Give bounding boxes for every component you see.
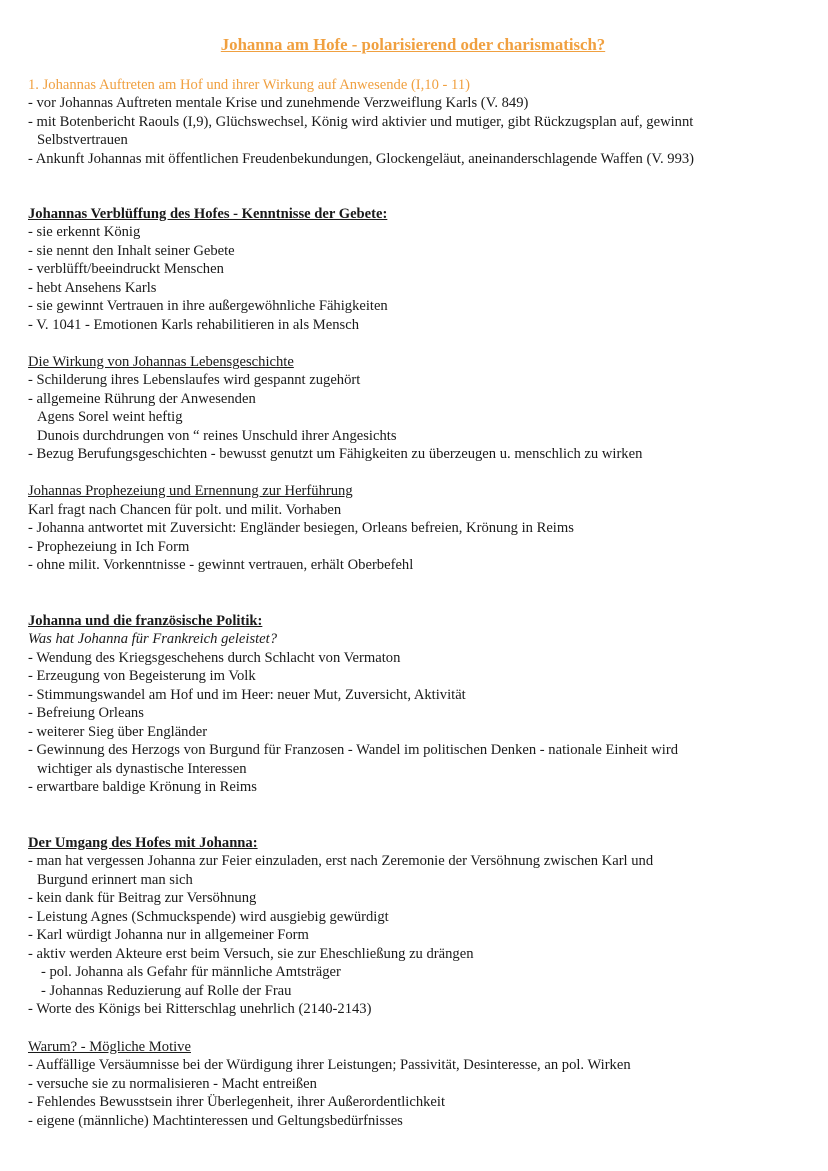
section4-line: Karl fragt nach Chancen für polt. und milit. Vorhaben [28, 502, 342, 518]
section7-line: - versuche sie zu normalisieren - Macht entreißen [28, 1076, 317, 1092]
section4-heading: Johannas Prophezeiung und Ernennung zur Herführung [28, 483, 353, 499]
section3-line: Dunois durchdrungen von “ reines Unschuld ihrer Angesichts [37, 428, 397, 444]
section1-heading: 1. Johannas Auftreten am Hof und ihrer Wirkung auf Anwesende (I,10 - 11) [28, 77, 470, 93]
section6-line: - Leistung Agnes (Schmuckspende) wird ausgiebig gewürdigt [28, 909, 389, 925]
section3-heading: Die Wirkung von Johannas Lebensgeschichte [28, 354, 294, 370]
section6-line: - aktiv werden Akteure erst beim Versuch, sie zur Eheschließung zu drängen [28, 946, 474, 962]
section7-line: - Auffällige Versäumnisse bei der Würdigung ihrer Leistungen; Passivität, Desinteresse, an pol. Wirken [28, 1057, 631, 1073]
section6-line: - Worte des Königs bei Ritterschlag unehrlich (2140-2143) [28, 1001, 372, 1017]
section6-heading: Der Umgang des Hofes mit Johanna: [28, 835, 258, 851]
section6-line: - kein dank für Beitrag zur Versöhnung [28, 890, 257, 906]
section1-line: Selbstvertrauen [37, 132, 128, 148]
section6-line: Burgund erinnert man sich [37, 872, 193, 888]
section5-line: - Stimmungswandel am Hof und im Heer: neuer Mut, Zuversicht, Aktivität [28, 687, 466, 703]
section5-line: - erwartbare baldige Krönung in Reims [28, 779, 257, 795]
section5-line: - Wendung des Kriegsgeschehens durch Schlacht von Vermaton [28, 650, 401, 666]
section2-line: - V. 1041 - Emotionen Karls rehabilitieren in als Mensch [28, 317, 359, 333]
section1-line: - vor Johannas Auftreten mentale Krise und zunehmende Verzweiflung Karls (V. 849) [28, 95, 529, 111]
section7-line: - eigene (männliche) Machtinteressen und Geltungsbedürfnisses [28, 1113, 403, 1129]
section6-line: - Karl würdigt Johanna nur in allgemeiner Form [28, 927, 309, 943]
section6-subline: - pol. Johanna als Gefahr für männliche Amtsträger [41, 964, 341, 980]
section5-line: - Befreiung Orleans [28, 705, 144, 721]
section7-line: - Fehlendes Bewusstsein ihrer Überlegenheit, ihrer Außerordentlichkeit [28, 1094, 446, 1110]
section3-line: - allgemeine Rührung der Anwesenden [28, 391, 256, 407]
section2-line: - sie nennt den Inhalt seiner Gebete [28, 243, 235, 259]
section1-line: - Ankunft Johannas mit öffentlichen Freudenbekundungen, Glockengeläut, aneinanderschlagende Waffen (V. 993) [28, 151, 695, 167]
section7-heading: Warum? - Mögliche Motive [28, 1039, 191, 1055]
section5-line: - Gewinnung des Herzogs von Burgund für Franzosen - Wandel im politischen Denken - nationale Einheit wird [28, 742, 678, 758]
section5-line: - Erzeugung von Begeisterung im Volk [28, 668, 256, 684]
section6-subline: - Johannas Reduzierung auf Rolle der Frau [41, 983, 292, 999]
section2-line: - hebt Ansehens Karls [28, 280, 157, 296]
section2-line: - verblüfft/beeindruckt Menschen [28, 261, 224, 277]
section6-line: - man hat vergessen Johanna zur Feier einzuladen, erst nach Zeremonie der Versöhnung zwischen Karl und [28, 853, 654, 869]
section4-line: - Prophezeiung in Ich Form [28, 539, 190, 555]
section1-line: - mit Botenbericht Raouls (I,9), Glüchswechsel, König wird aktivier und mutiger, gibt Rückzugsplan auf, gewinnt [28, 114, 694, 130]
section3-line: - Bezug Berufungsgeschichten - bewusst genutzt um Fähigkeiten zu überzeugen u. menschlich zu wirken [28, 446, 643, 462]
section3-line: - Schilderung ihres Lebenslaufes wird gespannt zugehört [28, 372, 361, 388]
section2-line: - sie gewinnt Vertrauen in ihre außergewöhnliche Fähigkeiten [28, 298, 388, 314]
section3-line: Agens Sorel weint heftig [37, 409, 183, 425]
section5-subheading: Was hat Johanna für Frankreich geleistet? [28, 631, 278, 647]
document-title: Johanna am Hofe - polarisierend oder charismatisch? [220, 35, 606, 54]
section5-heading: Johanna und die französische Politik: [28, 613, 263, 629]
section2-line: - sie erkennt König [28, 224, 141, 240]
section5-line: wichtiger als dynastische Interessen [37, 761, 247, 777]
section4-line: - ohne milit. Vorkenntnisse - gewinnt vertrauen, erhält Oberbefehl [28, 557, 414, 573]
section2-heading: Johannas Verblüffung des Hofes - Kenntnisse der Gebete: [28, 206, 388, 222]
section5-line: - weiterer Sieg über Engländer [28, 724, 208, 740]
section4-line: - Johanna antwortet mit Zuversicht: Engländer besiegen, Orleans befreien, Krönung in Reims [28, 520, 574, 536]
